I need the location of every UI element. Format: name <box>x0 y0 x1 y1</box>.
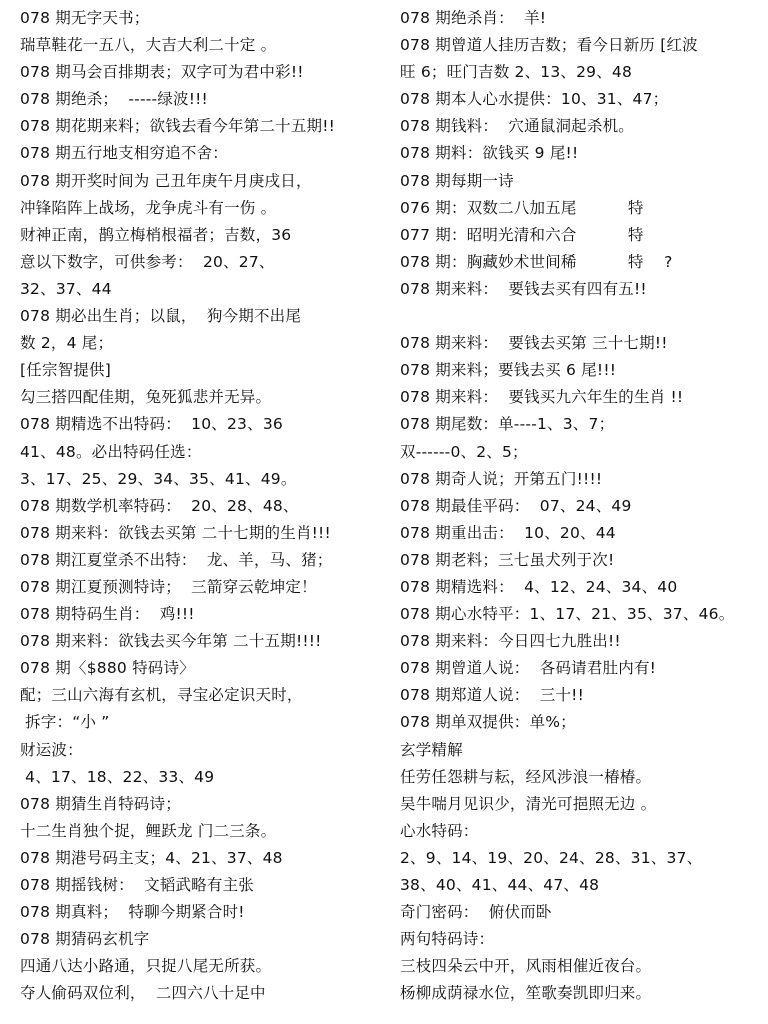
left-text-line: 四通八达小路通，只捉八尾无所获。 <box>20 957 272 976</box>
left-text-line: 078 期花期来料；欲钱去看今年第二十五期!! <box>20 117 336 136</box>
right-text-line: 078 期最佳平码： 07、24、49 <box>400 496 632 515</box>
right-text-line <box>400 303 762 330</box>
right-text-line: 078 期精选料： 4、12、24、34、40 <box>400 577 678 596</box>
left-text-line: 078 期摇钱树： 文韬武略有主张 <box>20 876 254 894</box>
right-text-line: 三枝四朵云中开，风雨相催近夜台。 <box>400 957 652 976</box>
left-text-line: 078 期马会百排期表；双字可为君中彩!! <box>20 63 304 82</box>
right-text-line: 任劳任怨耕与耘，经风涉浪一椿椿。 <box>400 767 652 786</box>
right-column <box>400 5 762 1007</box>
left-text-line: 41、48。必出特码任选： <box>20 442 202 461</box>
right-text-line: 078 期心水特平：1、17、21、35、37、46。 <box>400 605 735 624</box>
right-text-line: 078 期料：欲钱买 9 尾!! <box>400 144 579 163</box>
left-text-line: 078 期〈$880 特码诗〉 <box>20 659 195 678</box>
left-text-line: 078 期五行地支相穷追不舍： <box>20 144 229 163</box>
right-text-line: 078 期每期一诗 <box>400 171 514 190</box>
right-text-line: 078 期曾道人说： 各码请君肚内有! <box>400 659 657 678</box>
left-text-line: 拆字：“小 ” <box>20 713 110 732</box>
left-text-line: 十二生肖独个捉，鲤跃龙 门二三条。 <box>20 821 277 840</box>
left-text-line: 瑞草鞋花一五八，大吉大利二十定 。 <box>20 36 277 55</box>
right-text-line: 2、9、14、19、20、24、28、31、37、 <box>400 848 703 867</box>
left-text-line: 078 期港号码主支；4、21、37、48 <box>20 848 283 867</box>
left-text-line: 078 期数学机率特码： 20、28、48、 <box>20 496 299 515</box>
left-text-line: 078 期必出生肖；以鼠， 狗今期不出尾 <box>20 307 302 326</box>
left-text-line: 078 期来料：欲钱去买第 二十七期的生肖!!! <box>20 523 331 542</box>
right-text-line: 吴牛喘月见识少，清光可挹照无边 。 <box>400 794 657 813</box>
left-text-line: 078 期江夏堂杀不出特： 龙、羊，马、猪； <box>20 550 333 569</box>
right-text-line: 奇门密码： 俯伏而卧 <box>400 903 552 922</box>
right-text-line: 旺 6；旺门吉数 2、13、29、48 <box>400 63 633 82</box>
left-text-line: 078 期绝杀； -----绿波!!! <box>20 90 208 109</box>
left-text-line: 078 期真料； 特聊今期紧合时! <box>20 903 245 922</box>
left-text-line: 078 期来料：欲钱去买今年第 二十五期!!!! <box>20 632 322 651</box>
right-text-line: 078 期老料；三七虽犬列于次! <box>400 550 615 569</box>
right-text-line: 38、40、41、44、47、48 <box>400 876 600 894</box>
right-text-line: 078 期：胸藏妙术世间稀 特 ? <box>400 252 673 271</box>
left-text-line: 078 期猜生肖特码诗； <box>20 794 181 813</box>
left-text-line: 财运波： <box>20 740 83 759</box>
right-text-line: 双------0、2、5； <box>400 442 528 461</box>
left-text-line: 4、17、18、22、33、49 <box>20 767 215 786</box>
left-text-line: 配；三山六海有玄机，寻宝必定识天时， <box>20 686 303 705</box>
left-text-line: 意以下数字，可供参考： 20、27、 <box>20 252 275 271</box>
right-text-line: 078 期钱料： 穴通鼠洞起杀机。 <box>400 117 634 136</box>
left-text-line: 夺人偷码双位利， 二四六八十足中 <box>20 984 266 1003</box>
left-text-line: 078 期猜码玄机字 <box>20 930 150 949</box>
right-text-line: 077 期：昭明光清和六合 特 <box>400 225 644 244</box>
right-text-line: 078 期来料： 要钱买九六年生的生肖 !! <box>400 388 684 407</box>
right-text-line: 078 期单双提供：单%； <box>400 713 576 732</box>
right-text-line: 078 期来料：今日四七九胜出!! <box>400 632 621 651</box>
right-text-line: 078 期重出击： 10、20、44 <box>400 523 616 542</box>
right-text-line: 078 期绝杀肖： 羊! <box>400 9 547 27</box>
right-text-line: 078 期来料；要钱去买 6 尾!!! <box>400 361 617 380</box>
left-text-line: 078 期无字天书； <box>20 9 150 27</box>
right-text-line: 076 期：双数二八加五尾 特 <box>400 198 644 217</box>
left-text-line: 冲锋陷阵上战场，龙争虎斗有一伤 。 <box>20 198 277 217</box>
left-text-line: 勾三搭四配佳期，兔死狐悲并无异。 <box>20 388 272 407</box>
right-text-line: 078 期来料： 要钱去买有四有五!! <box>400 279 647 298</box>
right-text-line: 杨柳成荫禄水位，笙歌奏凯即归来。 <box>400 984 652 1003</box>
right-text-line: 078 期郑道人说： 三十!! <box>400 686 584 705</box>
right-text-line: 078 期来料： 要钱去买第 三十七期!! <box>400 334 668 353</box>
left-text-line: 数 2，4 尾； <box>20 334 114 353</box>
right-text-line: 078 期本人心水提供：10、31、47； <box>400 90 669 109</box>
left-text-line: 078 期特码生肖： 鸡!!! <box>20 605 195 624</box>
left-text-line: 078 期精选不出特码： 10、23、36 <box>20 415 283 434</box>
left-text-line: 3、17、25、29、34、35、41、49。 <box>20 469 297 488</box>
left-column <box>20 5 400 1007</box>
left-text-line: [任宗智提供] <box>20 361 111 380</box>
right-text-line: 玄学精解 <box>400 740 463 759</box>
right-text-line: 078 期奇人说；开第五门!!!! <box>400 469 603 488</box>
right-text-line: 078 期曾道人挂历吉数；看今日新历 [红波 <box>400 36 698 55</box>
left-text-line: 078 期江夏预测特诗； 三箭穿云乾坤定！ <box>20 577 317 596</box>
left-text-line: 078 期开奖时间为 己丑年庚午月庚戌日， <box>20 171 312 190</box>
right-text-line: 心水特码： <box>400 821 479 840</box>
left-text-line: 财神正南，鹊立梅梢根福者；吉数，36 <box>20 225 292 244</box>
right-text-line: 两句特码诗： <box>400 930 495 949</box>
right-text-line: 078 期尾数：单----1、3、7； <box>400 415 615 434</box>
left-text-line: 32、37、44 <box>20 279 112 298</box>
